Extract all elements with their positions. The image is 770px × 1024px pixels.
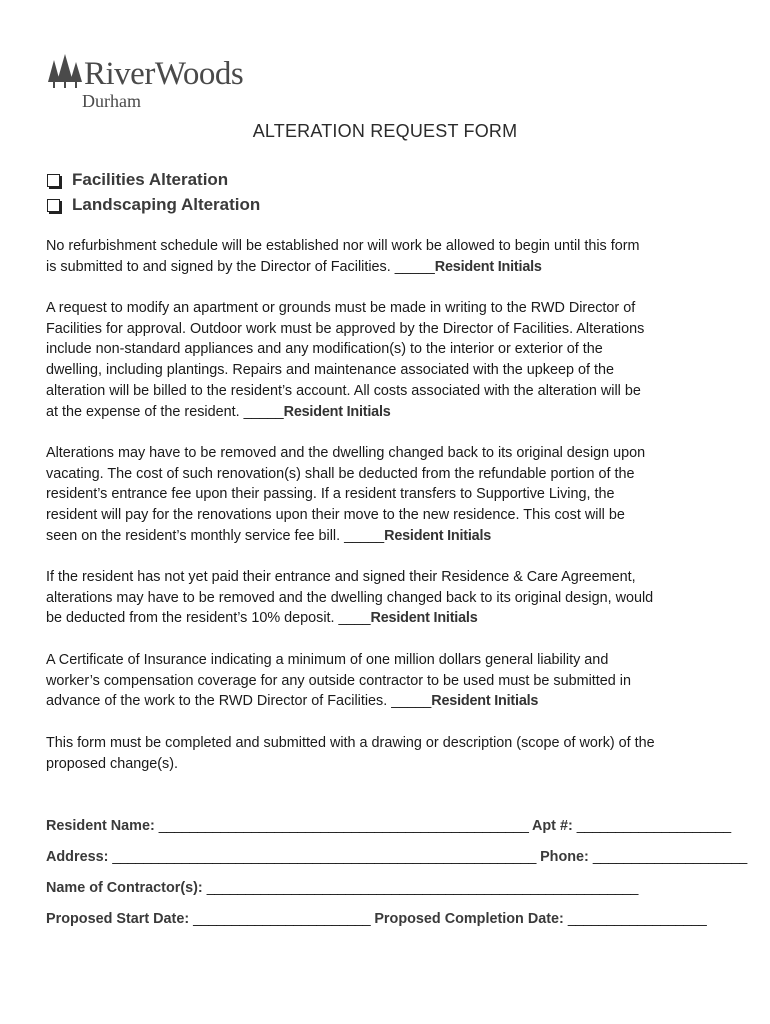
contractor-field[interactable]: ________________________________________________________	[206, 880, 639, 896]
apt-label: Apt #:	[532, 818, 573, 834]
paragraph-line: This form must be completed and submitted with a drawing or description (scope of work) of the	[46, 735, 655, 751]
paragraph-removal	[46, 443, 736, 547]
paragraph-line: proposed change(s).	[46, 755, 178, 772]
start-date-field[interactable]: _______________________	[193, 911, 371, 927]
paragraph-line: alterations may have to be removed and the dwelling changed back to its original design, would	[46, 589, 654, 606]
phone-field[interactable]: ____________________	[592, 849, 747, 865]
completion-date-label: Proposed Completion Date:	[374, 911, 564, 927]
phone-label: Phone:	[540, 849, 589, 865]
resident-name-label: Resident Name:	[46, 818, 155, 834]
paragraph-refurbishment	[46, 236, 736, 277]
paragraph-line: include non-standard appliances and any modification(s) to the interior or exterior of the	[46, 341, 603, 358]
paragraph-line: vacating. The cost of such renovation(s) shall be deducted from the refundable portion of the	[46, 465, 635, 482]
paragraph-line: at the expense of the resident. _____Resident Initials	[46, 403, 391, 420]
paragraph-line: resident will pay for the renovations upon their move to the new residence. This cost will be	[46, 507, 625, 524]
logo-name: RiverWoods	[84, 56, 244, 92]
resident-initials-label: Resident Initials	[283, 403, 391, 420]
form-title: ALTERATION REQUEST FORM	[252, 121, 518, 141]
paragraph-line: A Certificate of Insurance indicating a minimum of one million dollars general liability and	[46, 652, 609, 668]
paragraph-line: A request to modify an apartment or grounds must be made in writing to the RWD Director of	[46, 300, 636, 316]
paragraph-deposit	[46, 567, 736, 629]
paragraph-line: advance of the work to the RWD Director of Facilities. _____Resident Initials	[46, 693, 539, 710]
facilities-alteration-label: Facilities Alteration	[72, 170, 229, 189]
contractor-row	[46, 878, 638, 898]
paragraph-line: Facilities for approval. Outdoor work must be approved by the Director of Facilities. Alterations	[46, 320, 645, 337]
dates-row	[46, 909, 707, 929]
paragraph-submission	[46, 733, 736, 774]
pine-trees-icon	[46, 52, 86, 92]
apt-field[interactable]: ____________________	[576, 818, 731, 834]
paragraph-line: dwelling, including plantings. Repairs and maintenance associated with the upkeep of the	[46, 362, 614, 379]
address-label: Address:	[46, 849, 109, 865]
address-row	[46, 847, 747, 867]
paragraph-line: resident’s entrance fee upon their passing. If a resident transfers to Supportive Living, the	[46, 486, 615, 503]
resident-name-field[interactable]: ________________________________________________	[158, 818, 529, 834]
paragraph-line: be deducted from the resident’s 10% deposit. ____Resident Initials	[46, 610, 478, 627]
paragraph-request	[46, 298, 736, 422]
resident-initials-label: Resident Initials	[431, 693, 539, 710]
paragraph-line: is submitted to and signed by the Director of Facilities. _____Resident Initials	[46, 258, 542, 275]
riverwoods-logo	[46, 52, 266, 114]
paragraph-insurance	[46, 650, 736, 712]
resident-initials-label: Resident Initials	[370, 610, 478, 627]
resident-name-row	[46, 816, 731, 836]
paragraph-line: Alterations may have to be removed and the dwelling changed back to its original design upon	[46, 445, 646, 461]
paragraph-line: If the resident has not yet paid their entrance and signed their Residence & Care Agreement,	[46, 569, 636, 585]
resident-initials-label: Resident Initials	[384, 527, 492, 544]
address-field[interactable]: _______________________________________________________	[112, 849, 537, 865]
paragraph-line: worker’s compensation coverage for any outside contractor to be used must be submitted in	[46, 672, 631, 689]
completion-date-field[interactable]: __________________	[567, 911, 707, 927]
facilities-alteration-checkbox[interactable]	[47, 174, 60, 187]
paragraph-line: seen on the resident’s monthly service fee bill. _____Resident Initials	[46, 527, 492, 544]
resident-initials-label: Resident Initials	[434, 258, 542, 275]
facilities-alteration-option[interactable]	[46, 169, 228, 191]
logo-location: Durham	[82, 91, 141, 111]
paragraph-line: No refurbishment schedule will be established nor will work be allowed to begin until this form	[46, 238, 640, 254]
landscaping-alteration-option[interactable]	[46, 194, 260, 216]
paragraph-line: alteration will be billed to the resident’s account. All costs associated with the alteration will be	[46, 382, 641, 399]
start-date-label: Proposed Start Date:	[46, 911, 190, 927]
contractor-label: Name of Contractor(s):	[46, 880, 203, 896]
landscaping-alteration-checkbox[interactable]	[47, 199, 60, 212]
landscaping-alteration-label: Landscaping Alteration	[72, 195, 261, 214]
